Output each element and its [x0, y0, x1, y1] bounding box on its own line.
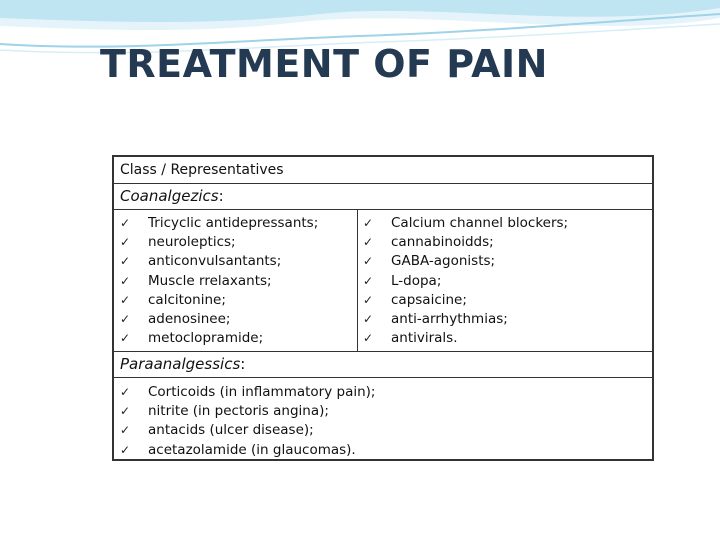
checkmark-icon: ✓ — [120, 311, 131, 326]
checkmark-icon: ✓ — [120, 273, 131, 288]
list-item — [120, 421, 375, 440]
list-item — [120, 310, 318, 329]
paraanalgesics-heading — [120, 355, 245, 373]
coanalgesics-row — [114, 183, 652, 210]
checkmark-icon: ✓ — [120, 331, 131, 346]
checkmark-icon: ✓ — [363, 292, 374, 307]
checkmark-icon: ✓ — [120, 216, 131, 230]
coanalgesics-left-list — [120, 214, 318, 348]
checkmark-icon: ✓ — [363, 216, 374, 230]
list-item-text: antacids (ulcer disease); — [148, 422, 314, 439]
list-item — [120, 402, 375, 421]
list-item-text: calcitonine; — [148, 291, 226, 308]
list-item — [363, 291, 568, 310]
paraanalgesics-label: Paraanalgessics — [120, 355, 241, 373]
list-item — [363, 252, 568, 271]
list-item-text: Muscle rrelaxants; — [148, 272, 272, 289]
list-item-text: Calcium channel blockers; — [391, 215, 569, 231]
checkmark-icon: ✓ — [120, 423, 131, 438]
list-item-text: nitrite (in pectoris angina); — [148, 403, 329, 420]
checkmark-icon: ✓ — [363, 235, 374, 250]
list-item-text: acetazolamide (in glaucomas). — [148, 441, 356, 458]
table-header-text: Class / Representatives — [120, 162, 284, 178]
coanalgesics-heading — [120, 187, 224, 205]
checkmark-icon: ✓ — [120, 292, 131, 307]
checkmark-icon: ✓ — [120, 442, 131, 457]
coanalgesics-right-list — [363, 214, 568, 348]
list-item-text: adenosinee; — [148, 310, 231, 327]
checkmark-icon: ✓ — [120, 404, 131, 419]
column-divider — [357, 209, 358, 351]
checkmark-icon: ✓ — [363, 311, 374, 326]
paraanalgesics-list — [120, 383, 375, 460]
list-item — [363, 310, 568, 329]
list-item — [120, 329, 318, 348]
paraanalgesics-colon: : — [240, 355, 246, 373]
list-item — [120, 291, 318, 310]
list-item-text: anti-arrhythmias; — [391, 310, 508, 327]
list-item — [120, 441, 375, 460]
coanalgesics-columns — [114, 209, 652, 352]
checkmark-icon: ✓ — [120, 254, 131, 269]
list-item-text: cannabinoidds; — [391, 234, 494, 251]
list-item-text: L-dopa; — [391, 272, 442, 289]
list-item — [120, 214, 318, 233]
list-item-text: GABA-agonists; — [391, 253, 496, 270]
list-item — [363, 214, 568, 233]
checkmark-icon: ✓ — [363, 254, 374, 269]
list-item — [120, 383, 375, 402]
list-item-text: metoclopramide; — [148, 330, 264, 347]
list-item — [363, 329, 568, 348]
list-item — [363, 233, 568, 252]
list-item — [120, 252, 318, 271]
list-item-text: antivirals. — [391, 330, 458, 347]
checkmark-icon: ✓ — [363, 331, 374, 346]
list-item-text: Corticoids (in inflammatory pain); — [148, 384, 376, 400]
list-item-text: anticonvulsantants; — [148, 253, 282, 270]
list-item — [120, 233, 318, 252]
list-item-text: Tricyclic antidepressants; — [148, 215, 319, 231]
list-item — [363, 272, 568, 291]
list-item — [120, 272, 318, 291]
paraanalgesics-row — [114, 351, 652, 378]
slide-title: TREATMENT OF PAIN — [100, 42, 548, 86]
checkmark-icon: ✓ — [120, 235, 131, 250]
checkmark-icon: ✓ — [363, 273, 374, 288]
coanalgesics-label: Coanalgezics — [120, 187, 219, 205]
checkmark-icon: ✓ — [120, 385, 131, 399]
list-item-text: capsaicine; — [391, 291, 467, 308]
treatment-table — [112, 155, 654, 461]
table-header-row — [114, 157, 652, 184]
list-item-text: neuroleptics; — [148, 234, 236, 251]
coanalgesics-colon: : — [218, 187, 224, 205]
